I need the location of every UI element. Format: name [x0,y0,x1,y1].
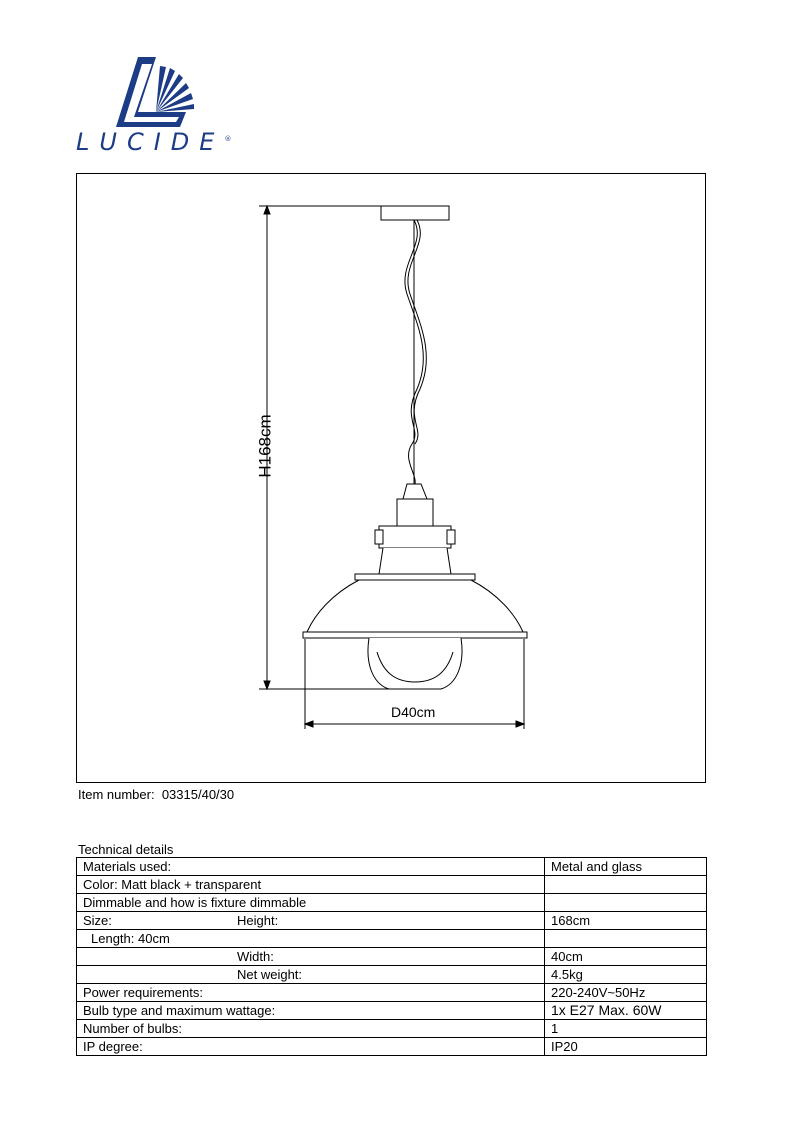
row-value [545,876,707,894]
table-row [77,984,707,1002]
row-label: Size: Height: [77,912,545,930]
height-dimension-label: H168cm [255,414,275,478]
row-label: Power requirements: [77,984,545,1002]
table-row [77,894,707,912]
row-label: Color: Matt black + transparent [77,876,545,894]
row-value [545,894,707,912]
row-label: Bulb type and maximum wattage: [77,1002,545,1020]
row-value: 1x E27 Max. 60W [545,1002,707,1020]
technical-details-title: Technical details [78,842,174,857]
table-row [77,876,707,894]
brand-name: LUCIDE® [76,128,232,156]
table-row [77,1020,707,1038]
row-value: IP20 [545,1038,707,1056]
row-label: Dimmable and how is fixture dimmable [77,894,545,912]
row-label: Materials used: [77,858,545,876]
table-row [77,948,707,966]
row-value: 220-240V~50Hz [545,984,707,1002]
item-number-value: 03315/40/30 [161,787,235,802]
table-row [77,1002,707,1020]
row-label: Length: 40cm [77,930,545,948]
technical-drawing [76,173,706,783]
row-value: 4.5kg [545,966,707,984]
row-value: 1 [545,1020,707,1038]
item-number [78,787,234,802]
row-value [545,930,707,948]
row-value: Metal and glass [545,858,707,876]
row-value: 168cm [545,912,707,930]
row-value: 40cm [545,948,707,966]
diameter-dimension-label: D40cm [391,704,436,720]
item-number-label: Item number: [78,787,155,802]
row-label: IP degree: [77,1038,545,1056]
table-row [77,912,707,930]
row-label: Net weight: [77,966,545,984]
row-label: Number of bulbs: [77,1020,545,1038]
row-label: Width: [77,948,545,966]
table-row [77,858,707,876]
technical-details-table [76,857,707,1056]
table-row [77,930,707,948]
table-row [77,966,707,984]
table-row [77,1038,707,1056]
pendant-lamp-drawing [77,174,707,784]
